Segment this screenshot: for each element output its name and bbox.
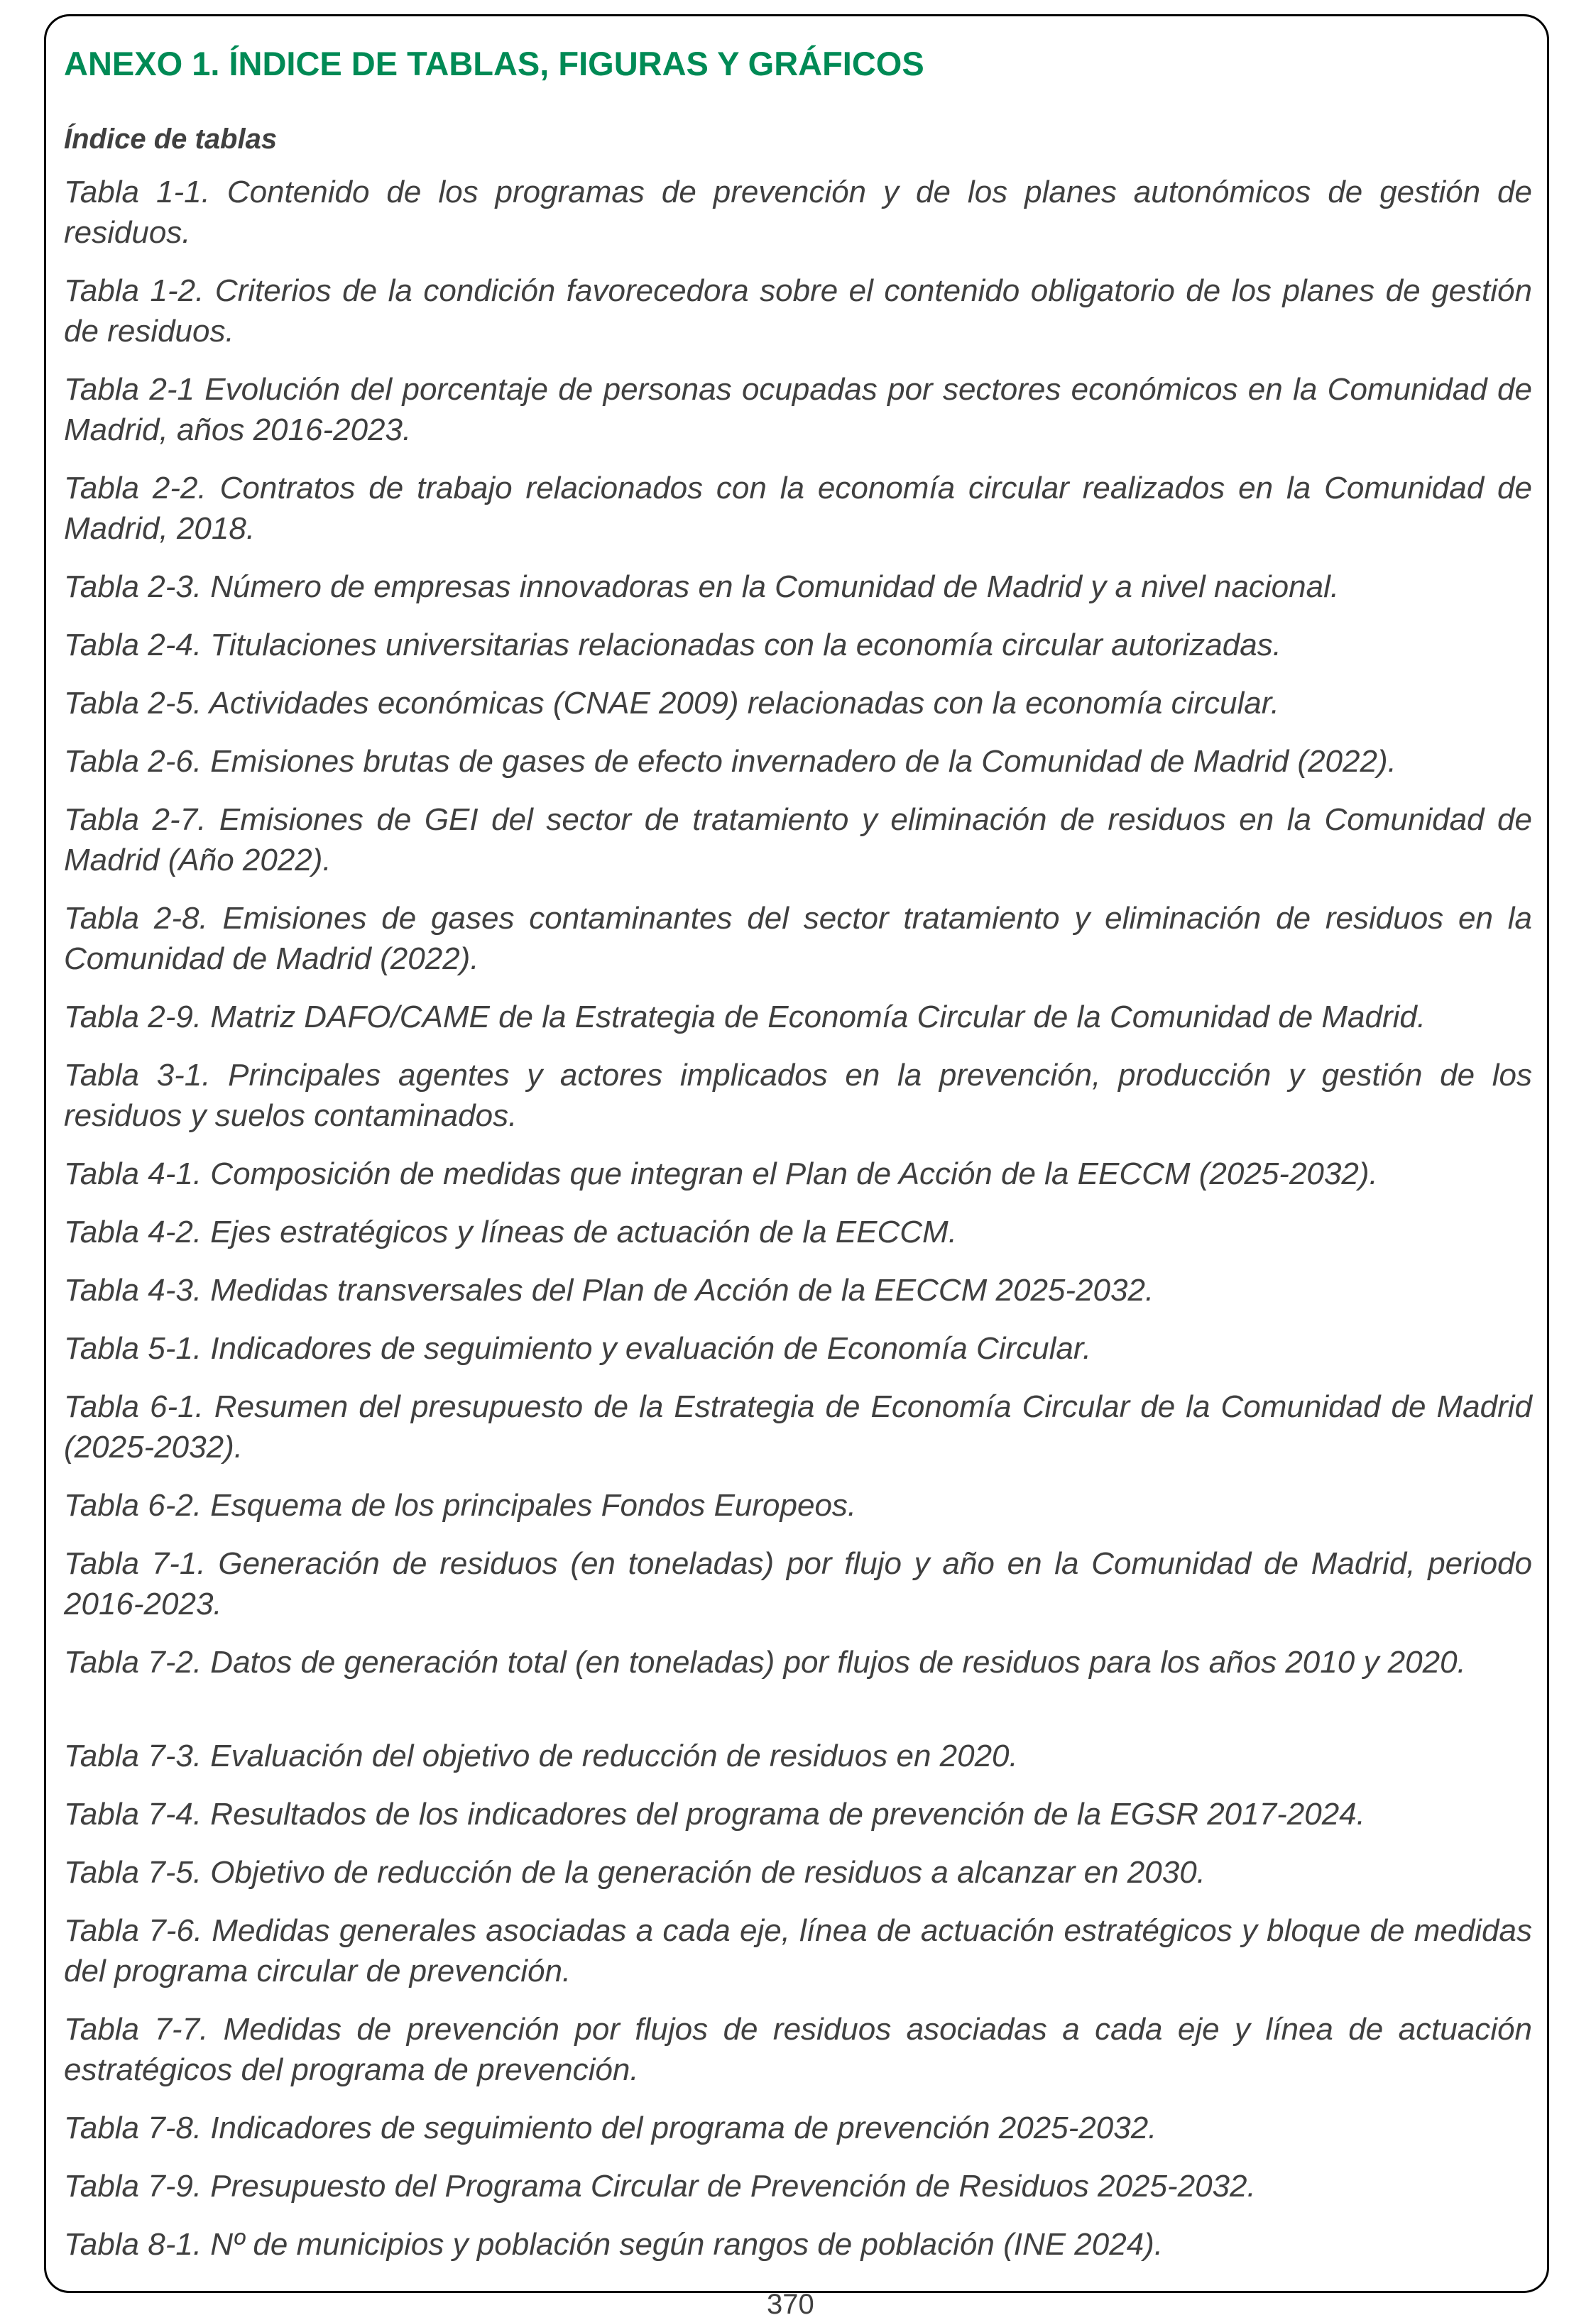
index-entry[interactable]: Tabla 2-6. Emisiones brutas de gases de efecto invernadero de la Comunidad de Madrid (2022). <box>64 744 1396 779</box>
index-entry[interactable]: Tabla 1-2. Criterios de la condición favorecedora sobre el contenido obligatorio de los planes de gestión de residuos. <box>64 273 1532 349</box>
index-entry[interactable]: Tabla 7-7. Medidas de prevención por flujos de residuos asociadas a cada eje y línea de actuación estratégicos del programa de prevención. <box>64 2012 1532 2087</box>
table-index-list <box>64 172 1532 2265</box>
index-entry[interactable]: Tabla 7-5. Objetivo de reducción de la generación de residuos a alcanzar en 2030. <box>64 1855 1206 1890</box>
index-entry[interactable]: Tabla 2-3. Número de empresas innovadoras en la Comunidad de Madrid y a nivel nacional. <box>64 569 1340 604</box>
index-entry[interactable]: Tabla 6-2. Esquema de los principales Fondos Europeos. <box>64 1488 857 1523</box>
section-heading: Índice de tablas <box>64 124 278 155</box>
index-entry[interactable]: Tabla 4-2. Ejes estratégicos y líneas de actuación de la EECCM. <box>64 1215 957 1249</box>
index-entry[interactable]: Tabla 8-1. Nº de municipios y población según rangos de población (INE 2024). <box>64 2227 1164 2262</box>
index-entry[interactable]: Tabla 7-9. Presupuesto del Programa Circular de Prevención de Residuos 2025-2032. <box>64 2169 1256 2204</box>
index-entry[interactable]: Tabla 2-8. Emisiones de gases contaminantes del sector tratamiento y eliminación de residuos en la Comunidad de Madrid (2022). <box>64 901 1532 976</box>
index-entry[interactable]: Tabla 4-1. Composición de medidas que integran el Plan de Acción de la EECCM (2025-2032). <box>64 1156 1378 1191</box>
index-entry[interactable]: Tabla 7-8. Indicadores de seguimiento del programa de prevención 2025-2032. <box>64 2111 1157 2145</box>
index-entry[interactable]: Tabla 7-3. Evaluación del objetivo de reducción de residuos en 2020. <box>64 1739 1018 1773</box>
index-entry[interactable]: Tabla 6-1. Resumen del presupuesto de la Estrategia de Economía Circular de la Comunidad de Madrid (2025-2032). <box>64 1389 1532 1465</box>
spacer <box>64 1700 1532 1736</box>
index-entry[interactable]: Tabla 7-4. Resultados de los indicadores del programa de prevención de la EGSR 2017-2024. <box>64 1797 1365 1832</box>
index-entry[interactable]: Tabla 2-9. Matriz DAFO/CAME de la Estrategia de Economía Circular de la Comunidad de Madrid. <box>64 1000 1426 1034</box>
index-entry[interactable]: Tabla 2-5. Actividades económicas (CNAE 2009) relacionadas con la economía circular. <box>64 686 1279 721</box>
index-entry[interactable]: Tabla 7-2. Datos de generación total (en toneladas) por flujos de residuos para los años 2010 y 2020. <box>64 1645 1466 1680</box>
index-entry[interactable]: Tabla 2-7. Emisiones de GEI del sector de tratamiento y eliminación de residuos en la Comunidad de Madrid (Año 2022). <box>64 802 1532 877</box>
index-entry[interactable]: Tabla 1-1. Contenido de los programas de prevención y de los planes autonómicos de gestión de residuos. <box>64 175 1532 250</box>
index-entry[interactable]: Tabla 7-1. Generación de residuos (en toneladas) por flujo y año en la Comunidad de Madrid, periodo 2016-2023. <box>64 1546 1532 1621</box>
page-number: 370 <box>767 2289 814 2320</box>
index-entry[interactable]: Tabla 2-2. Contratos de trabajo relacionados con la economía circular realizados en la Comunidad de Madrid, 2018. <box>64 471 1532 546</box>
index-entry[interactable]: Tabla 2-4. Titulaciones universitarias relacionadas con la economía circular autorizadas. <box>64 628 1281 662</box>
index-entry[interactable]: Tabla 2-1 Evolución del porcentaje de personas ocupadas por sectores económicos en la Comunidad de Madrid, años 2016-2023. <box>64 372 1532 447</box>
document-content <box>64 41 1532 2282</box>
index-entry[interactable]: Tabla 5-1. Indicadores de seguimiento y evaluación de Economía Circular. <box>64 1331 1092 1366</box>
page-title: ANEXO 1. ÍNDICE DE TABLAS, FIGURAS Y GRÁFICOS <box>64 45 924 82</box>
index-entry[interactable]: Tabla 3-1. Principales agentes y actores implicados en la prevención, producción y gestión de los residuos y suelos contaminados. <box>64 1058 1532 1133</box>
index-entry[interactable]: Tabla 7-6. Medidas generales asociadas a cada eje, línea de actuación estratégicos y bloque de medidas del programa circular de prevención. <box>64 1913 1532 1988</box>
index-entry[interactable]: Tabla 4-3. Medidas transversales del Plan de Acción de la EECCM 2025-2032. <box>64 1273 1154 1308</box>
